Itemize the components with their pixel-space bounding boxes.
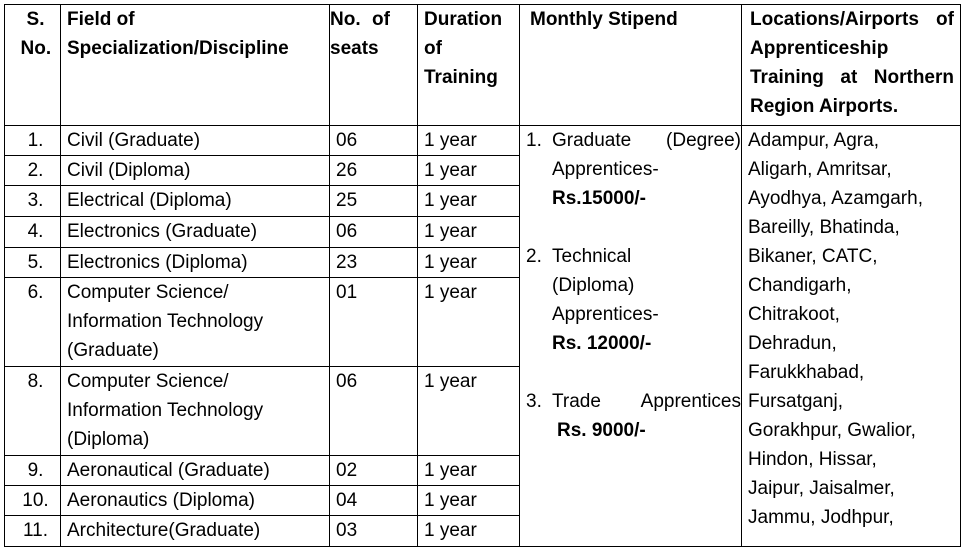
location-line: Ayodhya, Azamgarh, [748, 188, 923, 209]
row-seats: 01 [330, 278, 418, 367]
header-locations-text: Locations/Airports of Apprenticeship Training at Northern Region Airports. [750, 9, 954, 117]
location-line: Adampur, Agra, [748, 130, 879, 151]
stipend-line: Apprentices- [552, 304, 659, 325]
location-line: Chitrakoot, [748, 304, 840, 325]
row-sno: 4. [5, 217, 61, 248]
stipend-item [526, 242, 741, 358]
row-field: Electronics (Diploma) [61, 248, 330, 278]
row-seats: 25 [330, 186, 418, 217]
header-seats-text: No. of seats [330, 9, 390, 59]
location-line: Jammu, Jodhpur, [748, 507, 894, 528]
row-field-line: Information Technology [67, 400, 264, 421]
row-sno: 5. [5, 248, 61, 278]
row-field: Architecture(Graduate) [61, 516, 330, 547]
location-line: Gorakhpur, Gwalior, [748, 420, 916, 441]
stipend-line: Technical [552, 246, 632, 267]
header-sno [5, 5, 61, 126]
stipend-num: 2. [526, 246, 542, 267]
row-field: Civil (Graduate) [61, 126, 330, 156]
location-line: Fursatganj, [748, 391, 844, 412]
row-field: Electronics (Graduate) [61, 217, 330, 248]
row-field: Electrical (Diploma) [61, 186, 330, 217]
header-sno-text: S. No. [20, 9, 52, 59]
stipend-num: 3. [526, 391, 542, 412]
location-line: Farukkhabad, [748, 362, 865, 383]
header-field [61, 5, 330, 126]
locations-cell [742, 126, 961, 547]
row-duration: 1 year [418, 186, 520, 217]
table-row [5, 126, 961, 156]
row-seats: 06 [330, 126, 418, 156]
row-field: Aeronautical (Graduate) [61, 456, 330, 486]
location-line: Jaipur, Jaisalmer, [748, 478, 895, 499]
location-line: Chandigarh, [748, 275, 852, 296]
apprenticeship-table [4, 4, 961, 547]
location-line: Hindon, Hissar, [748, 449, 877, 470]
row-duration: 1 year [418, 217, 520, 248]
row-field: Aeronautics (Diploma) [61, 486, 330, 516]
row-field: Civil (Diploma) [61, 156, 330, 186]
row-sno: 11. [5, 516, 61, 547]
row-sno: 10. [5, 486, 61, 516]
header-stipend-text: Monthly Stipend [530, 9, 678, 30]
stipend-num: 1. [526, 130, 542, 151]
row-sno: 8. [5, 367, 61, 456]
row-field [61, 367, 330, 456]
row-field-line: Information Technology [67, 311, 264, 332]
stipend-line: (Diploma) [552, 275, 635, 296]
row-sno: 1. [5, 126, 61, 156]
stipend-item [526, 126, 741, 213]
stipend-line: Trade Apprentices [552, 391, 741, 412]
header-field-text: Field of Specialization/Discipline [67, 9, 289, 59]
header-seats [330, 5, 418, 126]
stipend-line: Apprentices- [552, 159, 659, 180]
row-duration: 1 year [418, 456, 520, 486]
row-sno: 2. [5, 156, 61, 186]
row-field [61, 278, 330, 367]
header-duration-text: Duration of Training [424, 9, 503, 88]
row-duration: 1 year [418, 126, 520, 156]
stipend-item [526, 387, 741, 445]
location-line: Aligarh, Amritsar, [748, 159, 892, 180]
row-duration: 1 year [418, 367, 520, 456]
row-seats: 03 [330, 516, 418, 547]
row-seats: 06 [330, 217, 418, 248]
location-line: Dehradun, [748, 333, 837, 354]
row-field-line: (Diploma) [67, 429, 150, 450]
header-duration [418, 5, 520, 126]
row-field-line: Computer Science/ [67, 371, 229, 392]
row-seats: 26 [330, 156, 418, 186]
row-duration: 1 year [418, 516, 520, 547]
location-line: Bareilly, Bhatinda, [748, 217, 900, 238]
row-seats: 02 [330, 456, 418, 486]
row-duration: 1 year [418, 486, 520, 516]
stipend-amount: Rs. 9000/- [557, 420, 646, 441]
row-sno: 6. [5, 278, 61, 367]
row-seats: 23 [330, 248, 418, 278]
row-duration: 1 year [418, 278, 520, 367]
stipend-amount: Rs.15000/- [552, 188, 647, 209]
row-sno: 9. [5, 456, 61, 486]
header-stipend [520, 5, 742, 126]
stipend-amount: Rs. 12000/- [552, 333, 652, 354]
stipend-line: Graduate (Degree) [552, 130, 741, 151]
location-line: Bikaner, CATC, [748, 246, 878, 267]
stipend-cell [520, 126, 742, 547]
row-sno: 3. [5, 186, 61, 217]
row-field-line: (Graduate) [67, 340, 159, 361]
row-duration: 1 year [418, 156, 520, 186]
row-seats: 06 [330, 367, 418, 456]
header-locations [742, 5, 961, 126]
header-row [5, 5, 961, 126]
row-seats: 04 [330, 486, 418, 516]
row-field-line: Computer Science/ [67, 282, 229, 303]
row-duration: 1 year [418, 248, 520, 278]
